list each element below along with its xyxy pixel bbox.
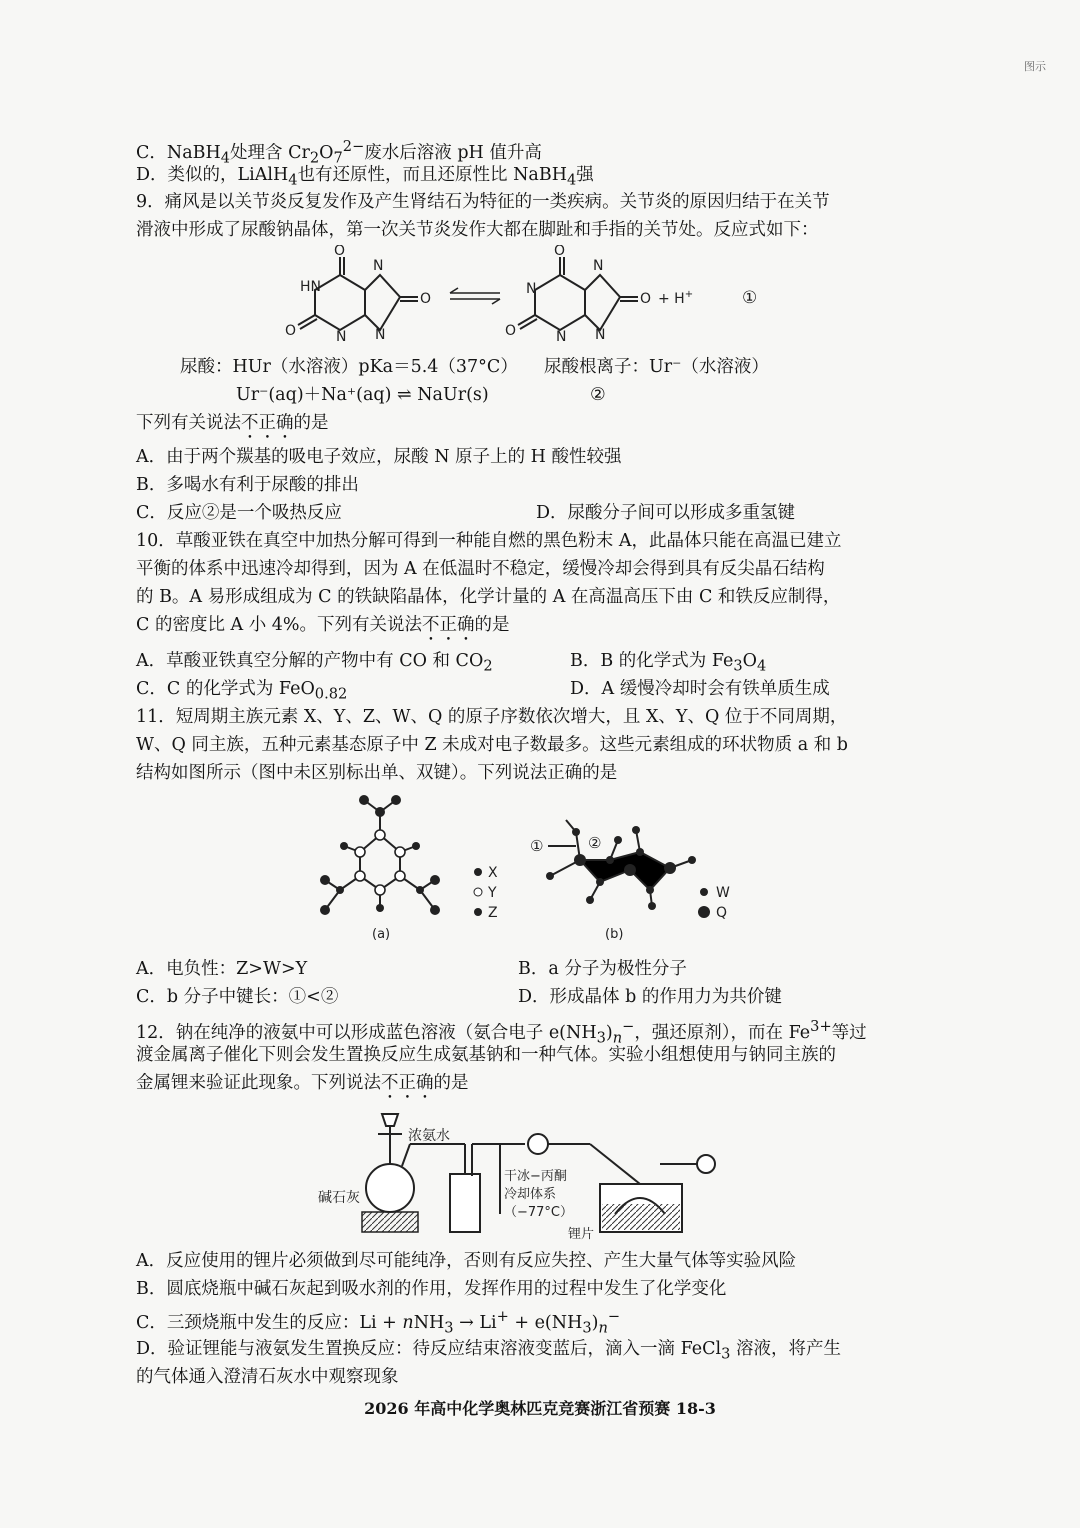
q9-stem-line1: 9．痛风是以关节炎反复发作及产生肾结石为特征的一类疾病。关节炎的原因归结于在关节 xyxy=(136,192,830,212)
svg-text:HN: HN xyxy=(300,279,321,295)
svg-text:X: X xyxy=(488,865,498,881)
svg-text:N: N xyxy=(336,329,347,345)
urate-ion-text: 尿酸根离子：Ur⁻（水溶液） xyxy=(544,357,769,377)
svg-text:N: N xyxy=(373,258,384,274)
uric-acid-equilibrium-figure xyxy=(270,245,790,345)
cooling-bath xyxy=(602,1204,680,1230)
q12-option-d-line2: 的气体通入澄清石灰水中观察现象 xyxy=(136,1367,399,1387)
caption-b: (b) xyxy=(605,927,624,942)
svg-text:O: O xyxy=(554,245,566,259)
q8-option-d: D．类似的，LiAlH$_4$也有还原性，而且还原性比 NaBH$_4$强 xyxy=(136,165,594,189)
q11-stem-line2: W、Q 同主族，五种元素基态原子中 Z 未成对电子数最多。这些元素组成的环状物质 a 和 b xyxy=(136,735,849,755)
svg-text:Q: Q xyxy=(716,905,728,921)
svg-text:O: O xyxy=(505,323,517,339)
label-lithium: 锂片 xyxy=(568,1227,595,1242)
label-soda-lime: 碱石灰 xyxy=(318,1190,360,1206)
svg-text:O: O xyxy=(334,245,346,259)
q12-option-d-line1: D．验证锂能与液氨发生置换反应：待反应结束溶液变蓝后，滴入一滴 FeCl$_3$ 溶液，将产生 xyxy=(136,1339,841,1363)
q8-option-c: C．NaBH$_4$处理含 $Cr_2O_7^{2-}$废水后溶液 pH 值升高 xyxy=(136,138,542,167)
page-footer: 2026 年高中化学奥林匹克竞赛浙江省预赛 18-3 xyxy=(364,1399,716,1418)
q10-stem-line2: 平衡的体系中迅速冷却得到，因为 A 在低温时不稳定，缓慢冷却会得到具有反尖晶石结构 xyxy=(136,559,825,579)
label-cooling-3: （−77°C） xyxy=(504,1205,574,1220)
q12-option-c: C．三颈烧瓶中发生的反应：$Li + nNH_3 \to Li^+ + e(NH_3)_n^-$ xyxy=(136,1308,621,1337)
q10-stem-line4: C 的密度比 A 小 4%。下列有关说法不正确的是 xyxy=(136,615,510,635)
q12-stem-line1: 12．钠在纯净的液氨中可以形成蓝色溶液（氨合电子 $e(NH_3)_n^-$，强还原剂），而在 $Fe^{3+}$等过 xyxy=(136,1018,867,1047)
uric-acid-pka-text: 尿酸：HUr（水溶液）pKa＝5.4（37°C） xyxy=(180,357,518,377)
q10-option-b: B．B 的化学式为 $Fe_3O_4$ xyxy=(570,651,767,675)
q12-option-a: A．反应使用的锂片必须做到尽可能纯净，否则有反应失控、产生大量气体等实验风险 xyxy=(136,1251,797,1271)
svg-text:W: W xyxy=(716,885,730,901)
svg-text:N: N xyxy=(375,327,386,343)
q11-option-b: B．a 分子为极性分子 xyxy=(518,959,687,979)
svg-text:O: O xyxy=(640,291,652,307)
q9-option-a: A．由于两个羰基的吸电子效应，尿酸 N 原子上的 H 酸性较强 xyxy=(136,447,622,467)
label-ammonia: 浓氨水 xyxy=(408,1128,450,1144)
bond-mark-1: ① xyxy=(530,837,544,855)
structure-a-y-atoms xyxy=(355,830,405,895)
q12-stem-line3: 金属锂来验证此现象。下列说法不正确的是 xyxy=(136,1073,469,1093)
urate-atom-labels xyxy=(505,245,651,345)
legend-b xyxy=(698,885,730,921)
legend-a xyxy=(474,865,498,921)
q11-stem-line1: 11．短周期主族元素 X、Y、Z、W、Q 的原子序数依次增大，且 X、Y、Q 位于不同周期， xyxy=(136,707,848,727)
caption-a: (a) xyxy=(372,927,391,942)
svg-text:Z: Z xyxy=(488,905,498,921)
q10-option-c: C．C 的化学式为 FeO$_{0.82}$ xyxy=(136,679,348,703)
q9-option-b: B．多喝水有利于尿酸的排出 xyxy=(136,475,359,495)
q9-stem-line2: 滑液中形成了尿酸钠晶体，第一次关节炎发作大都在脚趾和手指的关节处。反应式如下： xyxy=(136,220,819,240)
svg-text:N: N xyxy=(526,281,537,297)
svg-text:O: O xyxy=(285,323,297,339)
corner-mark: 图示 xyxy=(1024,60,1046,73)
q11-option-d: D．形成晶体 b 的作用力为共价键 xyxy=(518,987,782,1007)
equilibrium-arrows xyxy=(450,288,500,304)
q10-option-d: D．A 缓慢冷却时会有铁单质生成 xyxy=(570,679,830,699)
svg-text:N: N xyxy=(556,329,567,345)
reaction-2-label: ② xyxy=(590,385,606,405)
svg-text:N: N xyxy=(595,327,606,343)
structures-a-b-figure xyxy=(300,790,760,950)
plus-h-text: + H+ xyxy=(658,289,694,307)
svg-text:N: N xyxy=(593,258,604,274)
q9-option-d: D．尿酸分子间可以形成多重氢键 xyxy=(536,503,796,523)
q11-option-c: C．b 分子中键长：①<② xyxy=(136,987,339,1007)
svg-text:O: O xyxy=(420,291,432,307)
heating-block xyxy=(362,1212,418,1232)
apparatus-figure xyxy=(300,1104,740,1244)
q11-option-a: A．电负性：Z>W>Y xyxy=(136,959,308,979)
q10-option-a: A．草酸亚铁真空分解的产物中有 CO 和 $CO_2$ xyxy=(136,651,493,675)
svg-text:Y: Y xyxy=(488,885,497,901)
uric-acid-atom-labels xyxy=(285,245,431,345)
label-cooling-2: 冷却体系 xyxy=(504,1187,557,1202)
q9-option-c: C．反应②是一个吸热反应 xyxy=(136,503,342,523)
reaction-2-equation: Ur⁻(aq)＋Na⁺(aq) ⇌ NaUr(s) xyxy=(236,385,489,405)
q12-option-b: B．圆底烧瓶中碱石灰起到吸水剂的作用，发挥作用的过程中发生了化学变化 xyxy=(136,1279,727,1299)
q11-stem-line3: 结构如图所示（图中未区别标出单、双键）。下列说法正确的是 xyxy=(136,763,618,783)
bond-mark-2: ② xyxy=(588,834,602,852)
q10-stem-line1: 10．草酸亚铁在真空中加热分解可得到一种能自燃的黑色粉末 A，此晶体只能在高温已建立 xyxy=(136,531,842,551)
reaction-1-label: ① xyxy=(742,288,758,308)
q12-stem-line2: 渡金属离子催化下则会发生置换反应生成氨基钠和一种气体。实验小组想使用与钠同主族的 xyxy=(136,1045,836,1065)
label-cooling-1: 干冰−丙酮 xyxy=(504,1169,567,1184)
q10-stem-line3: 的 B。A 易形成组成为 C 的铁缺陷晶体，化学计量的 A 在高温高压下由 C 和铁反应制得， xyxy=(136,587,841,607)
q9-question: 下列有关说法不正确的是 xyxy=(136,413,329,433)
